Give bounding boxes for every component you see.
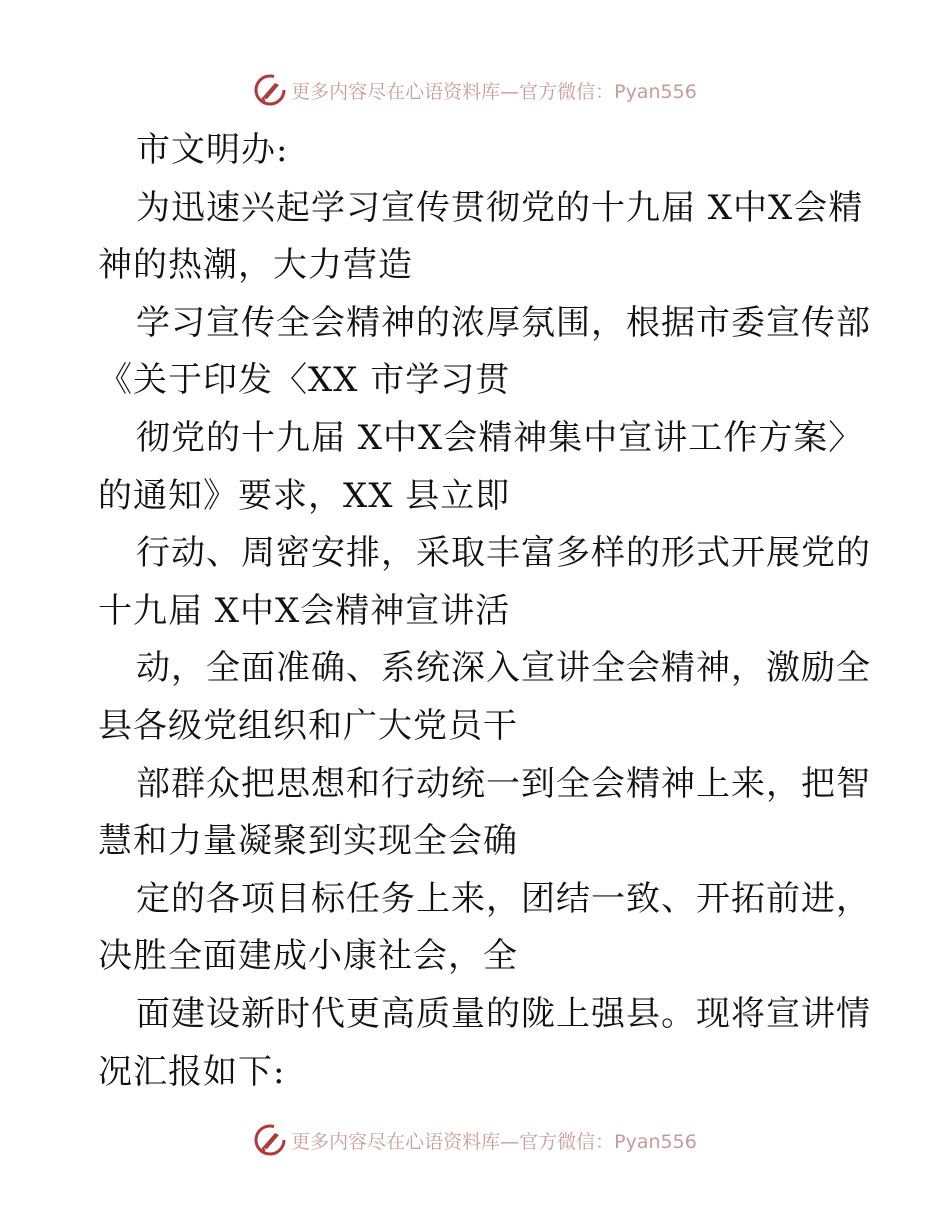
watermark-text: 更多内容尽在心语资料库—官方微信：Pyan556 <box>291 80 697 103</box>
paragraph-line: 县各级党组织和广大党员干 <box>98 705 518 746</box>
paragraph-line: 《关于印发〈XX 市学习贯 <box>98 360 511 401</box>
paragraph-line: 十九届 X中X会精神宣讲活 <box>98 590 511 631</box>
paragraph-line: 况汇报如下: <box>98 1051 286 1092</box>
watermark-banner-top <box>0 70 950 110</box>
paragraph-line: 彻党的十九届 X中X会精神集中宣讲工作方案〉 <box>136 417 864 458</box>
quill-pen-logo-icon <box>253 73 287 107</box>
paragraph-line: 定的各项目标任务上来，团结一致、开拓前进， <box>136 878 871 919</box>
watermark-banner-bottom <box>0 1120 950 1160</box>
salutation: 市文明办: <box>136 130 289 170</box>
quill-pen-logo-icon <box>253 1123 287 1157</box>
paragraph-line: 慧和力量凝聚到实现全会确 <box>98 821 518 862</box>
paragraph-line: 学习宣传全会精神的浓厚氛围，根据市委宣传部 <box>136 302 871 343</box>
paragraph-line: 部群众把思想和行动统一到全会精神上来，把智 <box>136 763 871 804</box>
paragraph-line: 的通知》要求，XX 县立即 <box>98 475 511 516</box>
watermark-text: 更多内容尽在心语资料库—官方微信：Pyan556 <box>291 1130 697 1153</box>
paragraph-line: 神的热潮，大力营造 <box>98 245 413 286</box>
paragraph-line: 动，全面准确、系统深入宣讲全会精神，激励全 <box>136 648 871 689</box>
paragraph-line: 行动、周密安排，采取丰富多样的形式开展党的 <box>136 533 871 574</box>
paragraph-line: 为迅速兴起学习宣传贯彻党的十九届 X中X会精 <box>136 187 864 228</box>
document-body <box>98 122 871 1101</box>
paragraph-line: 面建设新时代更高质量的陇上强县。现将宣讲情 <box>136 993 871 1034</box>
paragraph-line: 决胜全面建成小康社会，全 <box>98 936 518 977</box>
